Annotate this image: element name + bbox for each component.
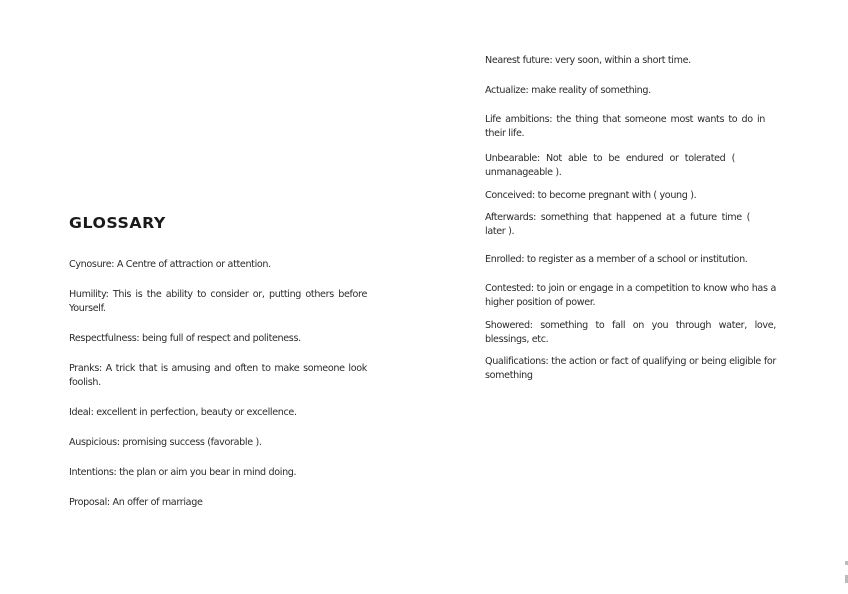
glossary-entry-humility: Humility: This is the ability to consider or, putting others before Yourself. (69, 289, 367, 314)
glossary-entry-pranks: Pranks: A trick that is amusing and often to make someone look foolish. (69, 363, 367, 388)
glossary-entry-conceived: Conceived: to become pregnant with ( young ). (485, 190, 697, 201)
glossary-entry-nearest-future: Nearest future: very soon, within a short time. (485, 55, 691, 66)
glossary-entry-ideal: Ideal: excellent in perfection, beauty or excellence. (69, 407, 297, 418)
glossary-entry-cynosure: Cynosure: A Centre of attraction or attention. (69, 259, 271, 270)
glossary-entry-contested: Contested: to join or engage in a competition to know who has a higher position of power. (485, 283, 776, 308)
glossary-title: GLOSSARY (69, 214, 166, 232)
glossary-entry-afterwards: Afterwards: something that happened at a future time ( later ). (485, 212, 750, 237)
glossary-entry-showered: Showered: something to fall on you through water, love, blessings, etc. (485, 320, 776, 345)
glossary-entry-intentions: Intentions: the plan or aim you bear in mind doing. (69, 467, 297, 478)
glossary-entry-auspicious: Auspicious: promising success (favorable ). (69, 437, 262, 448)
glossary-entry-enrolled: Enrolled: to register as a member of a school or institution. (485, 254, 748, 265)
glossary-entry-proposal: Proposal: An offer of marriage (69, 497, 203, 508)
glossary-entry-life-ambitions: Life ambitions: the thing that someone most wants to do in their life. (485, 114, 765, 139)
glossary-entry-respectfulness: Respectfulness: being full of respect and politeness. (69, 333, 301, 344)
glossary-entry-unbearable: Unbearable: Not able to be endured or tolerated ( unmanageable ). (485, 153, 735, 178)
glossary-entry-qualifications: Qualifications: the action or fact of qualifying or being eligible for something (485, 356, 776, 381)
glossary-entry-actualize: Actualize: make reality of something. (485, 85, 651, 96)
